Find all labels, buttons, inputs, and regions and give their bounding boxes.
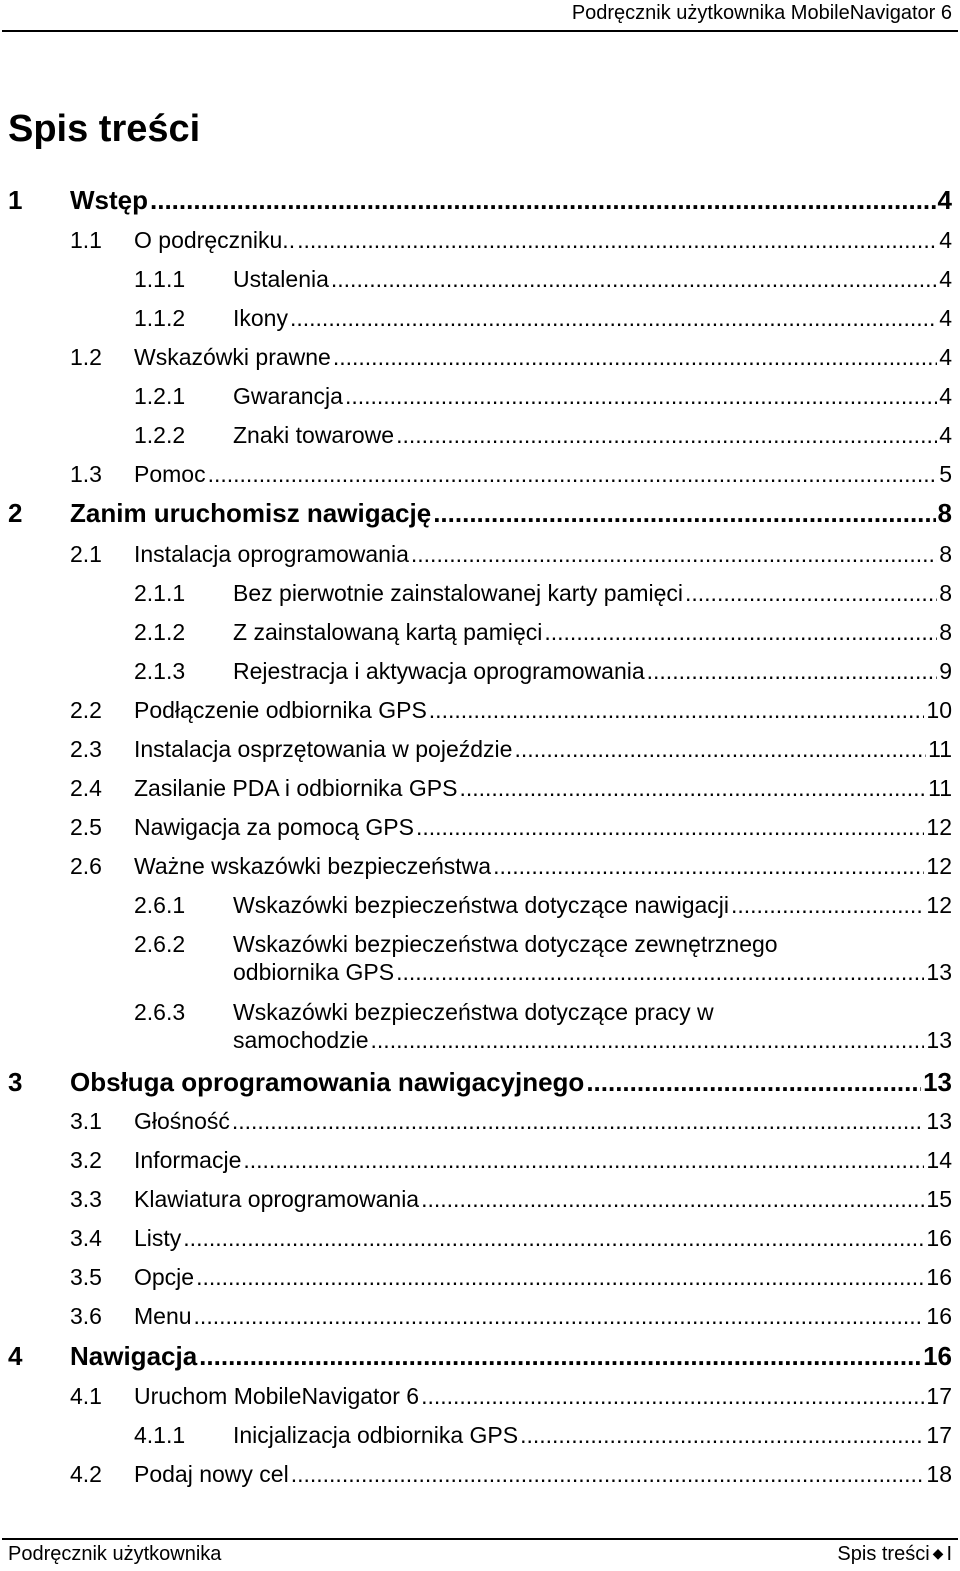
toc-entry[interactable] xyxy=(70,1224,952,1252)
toc-entry[interactable] xyxy=(70,226,952,254)
toc-entry-title: Obsługa oprogramowania nawigacyjnego xyxy=(70,1067,585,1097)
toc-entry-title: O podręczniku.. xyxy=(134,227,296,253)
toc-entry-number: 1.1 xyxy=(70,227,102,253)
toc-entry-page: 14 xyxy=(926,1147,952,1173)
toc-entry-page: 13 xyxy=(926,1027,952,1053)
toc-entry-number: 2.6.3 xyxy=(134,999,186,1025)
toc-entry-page: 12 xyxy=(926,892,952,918)
toc-entry-title: Znaki towarowe xyxy=(233,422,395,448)
toc-entry-title: Ważne wskazówki bezpieczeństwa xyxy=(134,853,492,879)
toc-entry[interactable] xyxy=(70,735,952,763)
toc-entry[interactable] xyxy=(70,1302,952,1330)
toc-entry[interactable] xyxy=(70,774,952,802)
toc-entry-page: 8 xyxy=(939,580,952,606)
toc-entry[interactable] xyxy=(134,657,952,685)
toc-entry[interactable] xyxy=(70,1146,952,1174)
toc-entry-title-continued: samochodzie xyxy=(233,1027,369,1053)
toc-entry[interactable] xyxy=(70,460,952,488)
toc-entry[interactable] xyxy=(70,1460,952,1488)
toc-entry-number: 2.1.1 xyxy=(134,580,186,606)
toc-entry-title: Informacje xyxy=(134,1147,242,1173)
toc-entry-page: 11 xyxy=(928,775,952,801)
toc-dot-leader xyxy=(685,579,937,607)
toc-entry-title: Bez pierwotnie zainstalowanej karty pamięci xyxy=(233,580,683,606)
toc-entry-page: 4 xyxy=(939,227,952,253)
toc-entry[interactable] xyxy=(8,186,952,214)
toc-entry[interactable] xyxy=(134,304,952,332)
toc-entry-title: Menu xyxy=(134,1303,192,1329)
toc-dot-leader xyxy=(345,382,937,410)
toc-entry-number: 2 xyxy=(8,498,23,528)
toc-entry-title: Wskazówki bezpieczeństwa dotyczące nawigacji xyxy=(233,892,729,918)
toc-entry[interactable] xyxy=(134,579,952,607)
toc-entry-title: Gwarancja xyxy=(233,383,343,409)
toc-dot-leader xyxy=(421,1185,924,1213)
toc-entry-number: 1.1.1 xyxy=(134,266,186,292)
toc-entry-title: Wskazówki bezpieczeństwa dotyczące zewnętrznego xyxy=(233,931,778,957)
toc-entry[interactable] xyxy=(70,343,952,371)
toc-entry-page: 13 xyxy=(923,1067,952,1097)
toc-entry-number: 2.1 xyxy=(70,541,102,567)
toc-entry-title: Podłączenie odbiornika GPS xyxy=(134,697,427,723)
toc-dot-leader xyxy=(586,1068,921,1096)
toc-dot-leader xyxy=(459,774,926,802)
page-title: Spis treści xyxy=(8,108,201,150)
toc-entry-number: 1.2 xyxy=(70,344,102,370)
toc-entry[interactable] xyxy=(134,891,952,919)
toc-dot-leader xyxy=(291,1460,925,1488)
toc-entry[interactable] xyxy=(134,618,952,646)
toc-entry[interactable] xyxy=(70,1382,952,1410)
toc-entry-number: 4.2 xyxy=(70,1461,102,1487)
toc-dot-leader xyxy=(433,499,935,527)
toc-entry-title: Podaj nowy cel xyxy=(134,1461,289,1487)
toc-entry[interactable] xyxy=(8,1068,952,1096)
toc-entry[interactable] xyxy=(134,265,952,293)
toc-entry-page: 13 xyxy=(926,1108,952,1134)
toc-entry-number: 2.6.2 xyxy=(134,931,186,957)
toc-entry-title: Wskazówki bezpieczeństwa dotyczące pracy w xyxy=(233,999,714,1025)
toc-dot-leader xyxy=(208,460,938,488)
toc-dot-leader xyxy=(243,1146,924,1174)
toc-dot-leader xyxy=(232,1107,925,1135)
footer-page-number: I xyxy=(946,1543,952,1565)
footer-left-text: Podręcznik użytkownika xyxy=(8,1543,222,1565)
toc-entry-number: 4.1 xyxy=(70,1383,102,1409)
toc-entry-number: 1.2.1 xyxy=(134,383,186,409)
toc-entry-number: 2.6.1 xyxy=(134,892,186,918)
toc-entry-page: 16 xyxy=(923,1341,952,1371)
toc-entry-page: 4 xyxy=(939,383,952,409)
toc-entry[interactable] xyxy=(8,499,952,527)
footer-rule xyxy=(2,1538,958,1540)
toc-dot-leader xyxy=(514,735,926,763)
footer-right xyxy=(837,1543,952,1566)
toc-entry-page: 13 xyxy=(926,959,952,985)
toc-entry[interactable] xyxy=(70,696,952,724)
toc-dot-leader xyxy=(290,304,937,332)
toc-entry-page: 4 xyxy=(939,422,952,448)
toc-entry-title: Głośność xyxy=(134,1108,230,1134)
toc-dot-leader xyxy=(520,1421,924,1449)
toc-entry[interactable] xyxy=(8,1342,952,1370)
toc-entry-number: 1.2.2 xyxy=(134,422,186,448)
toc-entry-page: 10 xyxy=(926,697,952,723)
toc-entry-page: 16 xyxy=(926,1264,952,1290)
toc-entry-number: 3.5 xyxy=(70,1264,102,1290)
toc-entry-title: Uruchom MobileNavigator 6 xyxy=(134,1383,420,1409)
toc-entry-number: 3 xyxy=(8,1067,23,1097)
toc-entry-page: 4 xyxy=(939,344,952,370)
toc-entry-number: 2.5 xyxy=(70,814,102,840)
toc-entry-page: 16 xyxy=(926,1303,952,1329)
toc-dot-leader xyxy=(333,343,937,371)
toc-entry-page: 4 xyxy=(937,185,952,215)
toc-entry-number: 2.4 xyxy=(70,775,102,801)
toc-entry-page: 9 xyxy=(939,658,952,684)
toc-entry-number: 3.3 xyxy=(70,1186,102,1212)
toc-entry-title: Nawigacja za pomocą GPS xyxy=(134,814,414,840)
toc-entry-title-continued: odbiornika GPS xyxy=(233,959,395,985)
running-header: Podręcznik użytkownika MobileNavigator 6 xyxy=(571,2,952,24)
toc-dot-leader xyxy=(411,540,937,568)
toc-entry-title: Klawiatura oprogramowania xyxy=(134,1186,420,1212)
toc-dot-leader xyxy=(183,1224,924,1252)
toc-entry-title: Rejestracja i aktywacja oprogramowania xyxy=(233,658,645,684)
toc-entry-number: 3.1 xyxy=(70,1108,102,1134)
toc-entry[interactable] xyxy=(70,852,952,880)
toc-dot-leader xyxy=(493,852,924,880)
toc-dot-leader xyxy=(429,696,925,724)
toc-dot-leader xyxy=(421,1382,924,1410)
toc-entry-number: 4 xyxy=(8,1341,23,1371)
toc-entry-title: Nawigacja xyxy=(70,1341,198,1371)
toc-entry[interactable] xyxy=(70,540,952,568)
diamond-icon: ◆ xyxy=(932,1545,944,1561)
toc-entry-page: 18 xyxy=(926,1461,952,1487)
toc-entry-title: Ikony xyxy=(233,305,288,331)
toc-entry-page: 17 xyxy=(926,1383,952,1409)
toc-entry-number: 4.1.1 xyxy=(134,1422,186,1448)
toc-entry-number: 2.1.2 xyxy=(134,619,186,645)
toc-entry-title: Zasilanie PDA i odbiornika GPS xyxy=(134,775,458,801)
toc-entry[interactable] xyxy=(134,930,952,986)
toc-entry[interactable] xyxy=(70,1263,952,1291)
toc-entry-page: 8 xyxy=(937,498,952,528)
toc-entry-number: 1.3 xyxy=(70,461,102,487)
header-rule xyxy=(2,30,958,32)
toc-entry-title: Ustalenia xyxy=(233,266,329,292)
toc-entry-page: 8 xyxy=(939,619,952,645)
toc-dot-leader xyxy=(331,265,937,293)
toc-dot-leader xyxy=(396,421,937,449)
toc-dot-leader xyxy=(150,186,936,214)
toc-entry-page: 4 xyxy=(939,266,952,292)
toc-entry[interactable] xyxy=(70,1107,952,1135)
toc-entry-number: 3.2 xyxy=(70,1147,102,1173)
toc-entry-page: 8 xyxy=(939,541,952,567)
footer-section-label: Spis treści xyxy=(837,1543,930,1565)
toc-dot-leader xyxy=(199,1342,921,1370)
toc-entry[interactable] xyxy=(134,1421,952,1449)
toc-entry-title: Z zainstalowaną kartą pamięci xyxy=(233,619,543,645)
toc-entry-number: 3.4 xyxy=(70,1225,102,1251)
toc-entry-title: Pomoc xyxy=(134,461,206,487)
toc-entry-title: Wstęp xyxy=(70,185,148,215)
toc-entry-page: 11 xyxy=(928,736,952,762)
toc-dot-leader xyxy=(396,958,924,986)
toc-entry-page: 17 xyxy=(926,1422,952,1448)
toc-entry-page: 5 xyxy=(939,461,952,487)
toc-dot-leader xyxy=(647,657,938,685)
toc-entry-number: 2.1.3 xyxy=(134,658,186,684)
toc-entry[interactable] xyxy=(134,421,952,449)
toc-entry-page: 12 xyxy=(926,814,952,840)
toc-entry-title: Instalacja oprogramowania xyxy=(134,541,409,567)
toc-entry[interactable] xyxy=(134,382,952,410)
toc-entry-title: Opcje xyxy=(134,1264,195,1290)
toc-entry-number: 3.6 xyxy=(70,1303,102,1329)
toc-entry-number: 1 xyxy=(8,185,23,215)
toc-entry[interactable] xyxy=(70,1185,952,1213)
toc-entry-page: 4 xyxy=(939,305,952,331)
toc-entry-number: 2.6 xyxy=(70,853,102,879)
toc-entry[interactable] xyxy=(134,998,952,1054)
toc-dot-leader xyxy=(196,1263,924,1291)
toc-entry-title: Listy xyxy=(134,1225,182,1251)
toc-dot-leader xyxy=(371,1026,925,1054)
toc-entry-title: Zanim uruchomisz nawigację xyxy=(70,498,432,528)
toc-dot-leader xyxy=(194,1302,925,1330)
toc-entry[interactable] xyxy=(70,813,952,841)
toc-entry-page: 12 xyxy=(926,853,952,879)
toc-dot-leader xyxy=(544,618,937,646)
toc-entry-page: 16 xyxy=(926,1225,952,1251)
toc-entry-title: Inicjalizacja odbiornika GPS xyxy=(233,1422,519,1448)
toc-dot-leader xyxy=(297,226,937,254)
toc-entry-page: 15 xyxy=(926,1186,952,1212)
toc-entry-number: 2.2 xyxy=(70,697,102,723)
toc-entry-number: 2.3 xyxy=(70,736,102,762)
toc-entry-number: 1.1.2 xyxy=(134,305,186,331)
toc-dot-leader xyxy=(731,891,924,919)
toc-entry-title: Wskazówki prawne xyxy=(134,344,331,370)
toc-dot-leader xyxy=(416,813,924,841)
toc-entry-title: Instalacja osprzętowania w pojeździe xyxy=(134,736,513,762)
